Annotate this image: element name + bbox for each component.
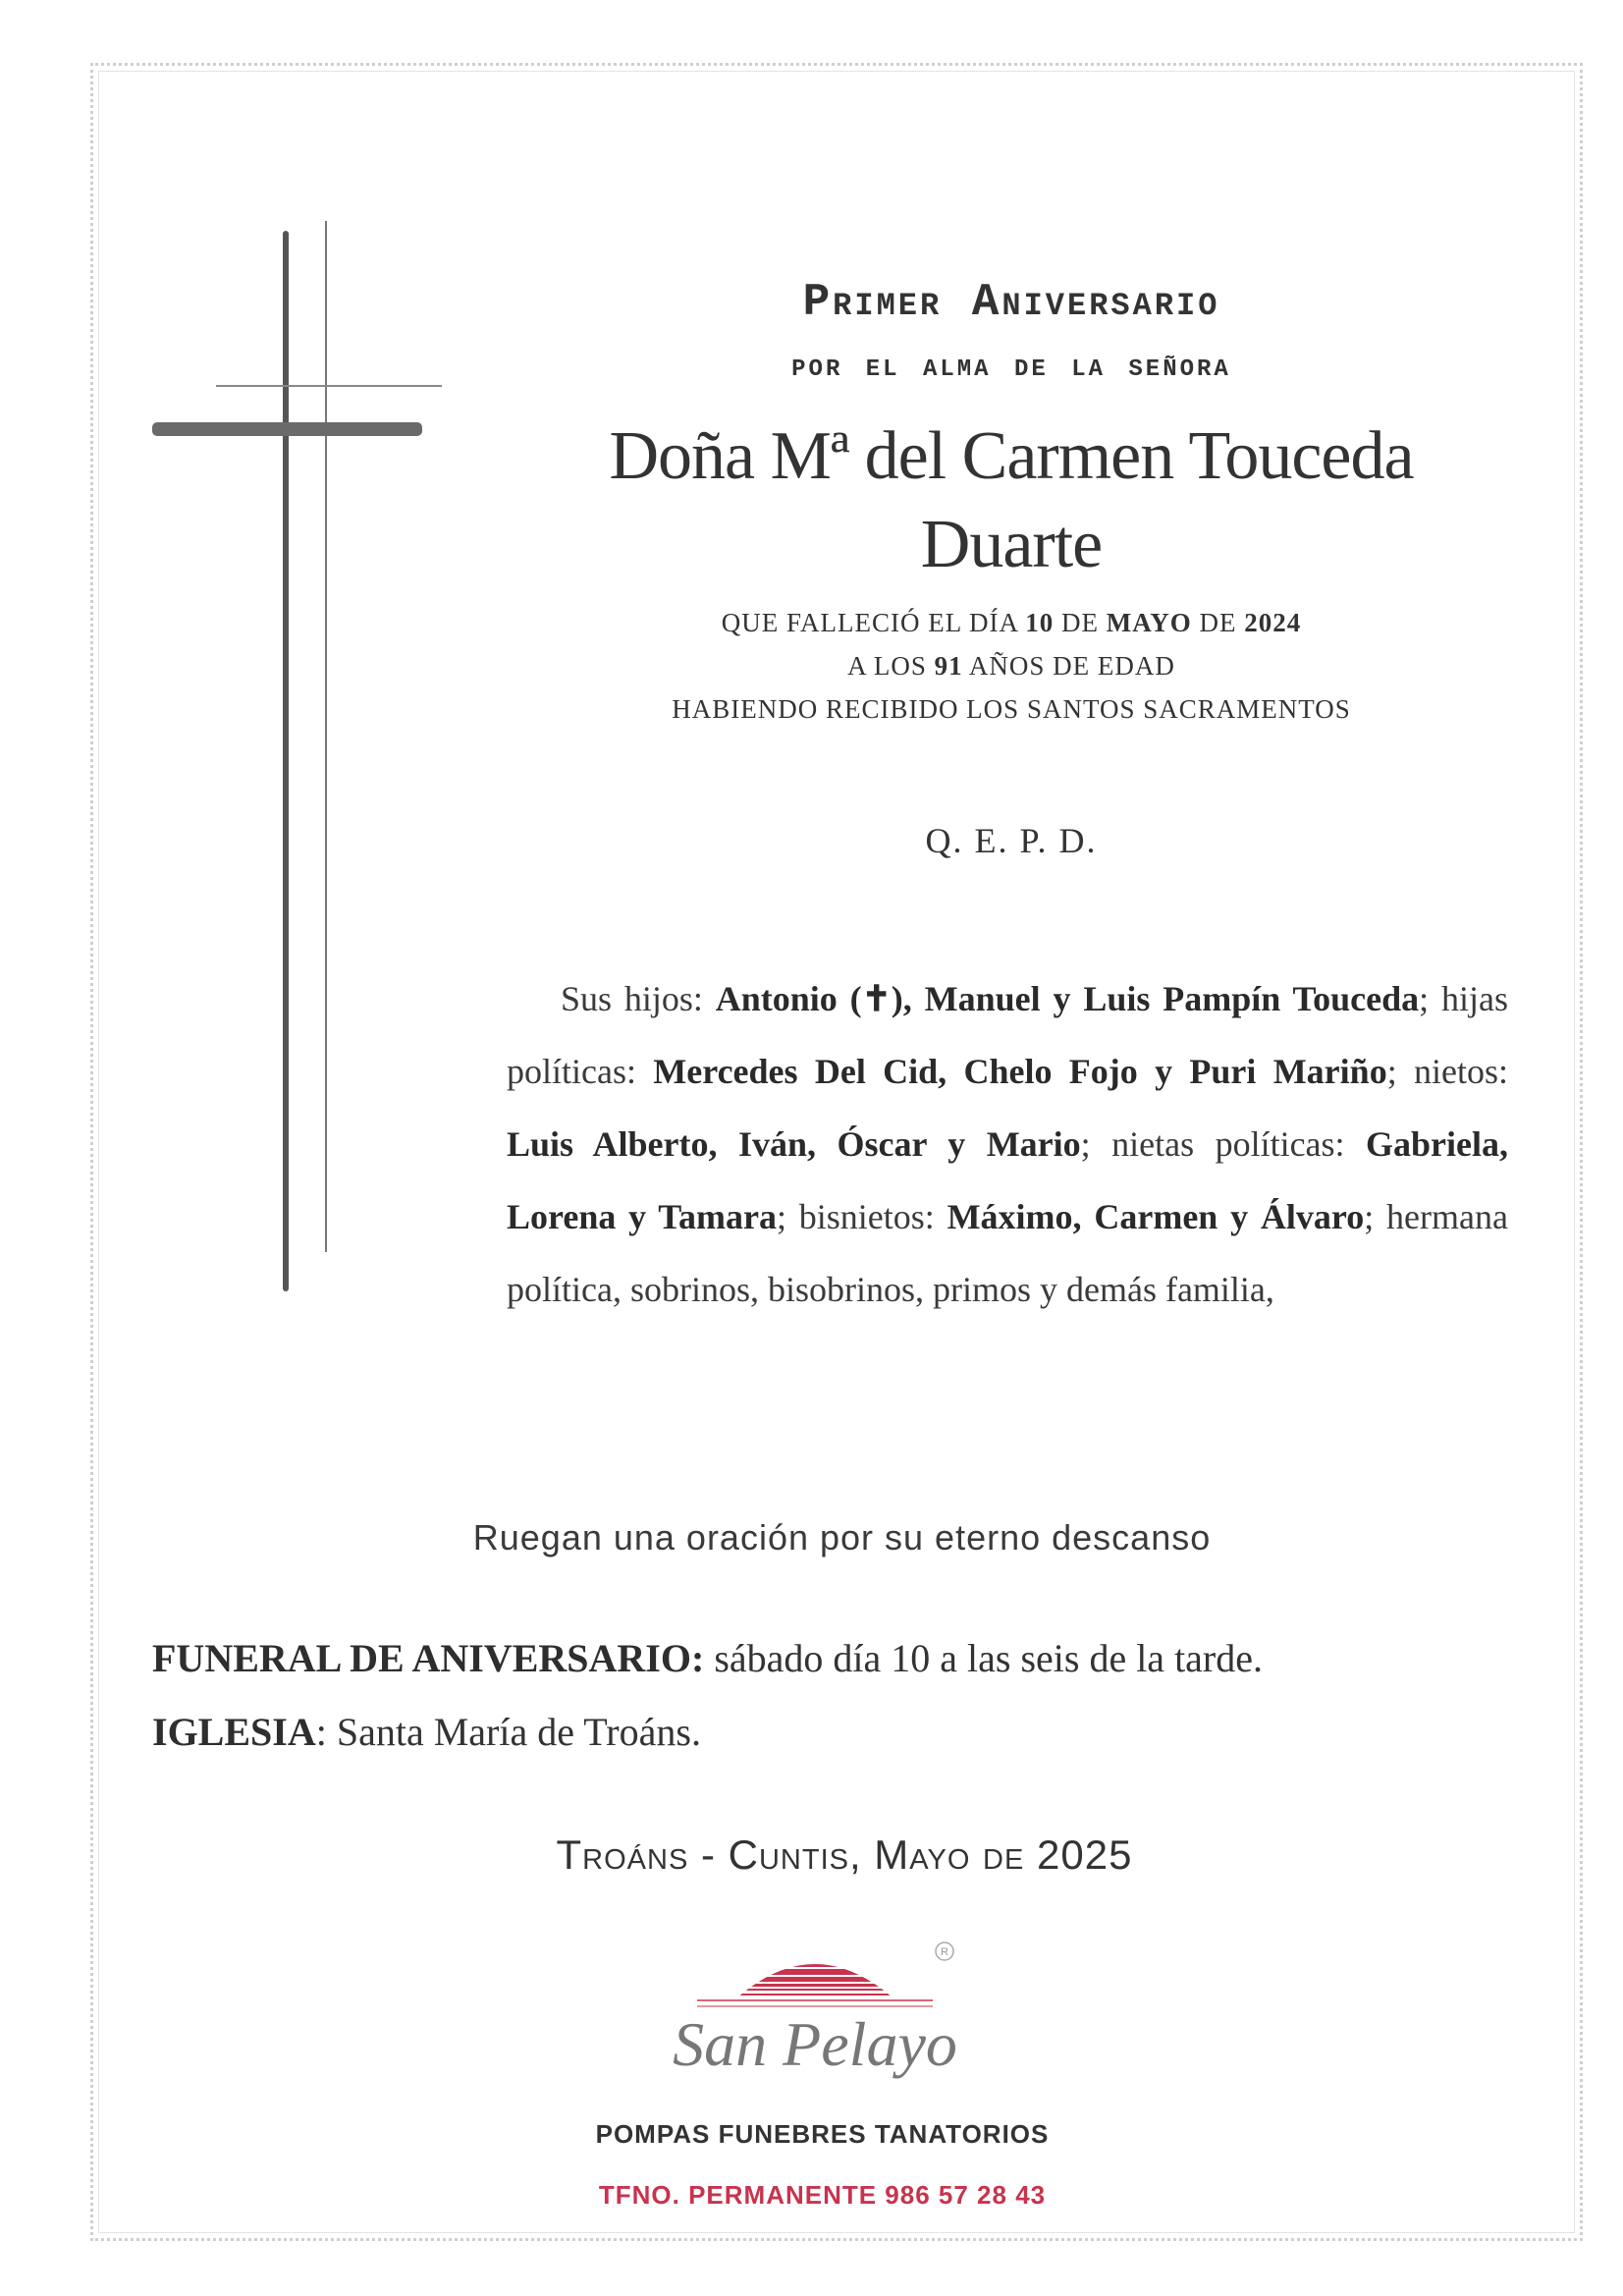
nietas-names: Gabriela, Lorena y Tamara xyxy=(507,1124,1508,1236)
heading-primer-aniversario: Primer Aniversario xyxy=(802,277,1220,328)
church-label: IGLESIA xyxy=(152,1710,316,1754)
death-month: MAYO xyxy=(1106,608,1192,637)
death-day: 10 xyxy=(1025,608,1055,637)
sacraments-line: HABIENDO RECIBIDO LOS SANTOS SACRAMENTOS xyxy=(672,694,1351,724)
bisnietos-label: ; bisnietos: xyxy=(776,1197,947,1236)
deceased-mark: (✝), xyxy=(837,979,925,1018)
hijas-names: Mercedes Del Cid, Chelo Fojo y Puri Mariño xyxy=(653,1052,1387,1091)
church-info xyxy=(152,1709,701,1755)
place-date: Troáns - Cuntis, Mayo de 2025 xyxy=(556,1831,1133,1878)
age-suffix: AÑOS DE EDAD xyxy=(962,651,1175,681)
family-paragraph xyxy=(507,962,1508,1326)
prayer-request: Ruegan una oración por su eterno descanso xyxy=(472,1517,1212,1558)
hijos-names: Manuel y Luis Pampín Touceda xyxy=(924,979,1420,1018)
nietas-label: ; nietas políticas: xyxy=(1080,1124,1367,1164)
death-details xyxy=(511,601,1512,731)
company-tagline: POMPAS FUNEBRES TANATORIOS xyxy=(595,2119,1050,2149)
deceased-name-line2: Duarte xyxy=(920,507,1103,582)
death-date-line xyxy=(511,601,1512,644)
hijas-label: ; hijas políticas: xyxy=(507,979,1508,1091)
cross-icon xyxy=(147,221,461,1311)
nietos-label: ; nietos: xyxy=(1386,1052,1508,1091)
age-line xyxy=(511,644,1512,687)
death-mid2: DE xyxy=(1191,608,1245,637)
funeral-text: sábado día 10 a las seis de la tarde. xyxy=(704,1636,1264,1680)
bisnietos-names: Máximo, Carmen y Álvaro xyxy=(947,1197,1365,1236)
church-text: : Santa María de Troáns. xyxy=(315,1710,701,1754)
funeral-label: FUNERAL DE ANIVERSARIO: xyxy=(152,1636,705,1680)
family-rest: ; hermana política, sobrinos, bisobrinos, primos y demás familia, xyxy=(507,1197,1508,1309)
age-value: 91 xyxy=(934,651,963,681)
death-mid1: DE xyxy=(1054,608,1107,637)
age-prefix: A LOS xyxy=(847,651,935,681)
nietos-names: Luis Alberto, Iván, Óscar y Mario xyxy=(507,1124,1081,1164)
hijos-label: Sus hijos: xyxy=(561,979,716,1018)
hijo-antonio: Antonio xyxy=(715,979,838,1018)
death-year: 2024 xyxy=(1244,608,1302,637)
company-phone: TFNO. PERMANENTE 986 57 28 43 xyxy=(598,2180,1047,2210)
funeral-info xyxy=(152,1635,1263,1681)
registered-mark: R xyxy=(941,1946,948,1958)
death-prefix: QUE FALLECIÓ EL DÍA xyxy=(721,608,1026,637)
deceased-name-line1: Doña Mª del Carmen Touceda xyxy=(609,418,1414,494)
heading-por-el-alma: por el alma de la señora xyxy=(791,349,1231,386)
san-pelayo-logo xyxy=(658,1940,972,2111)
qepd: Q. E. P. D. xyxy=(925,821,1098,860)
logo-text: San Pelayo xyxy=(673,2009,957,2079)
